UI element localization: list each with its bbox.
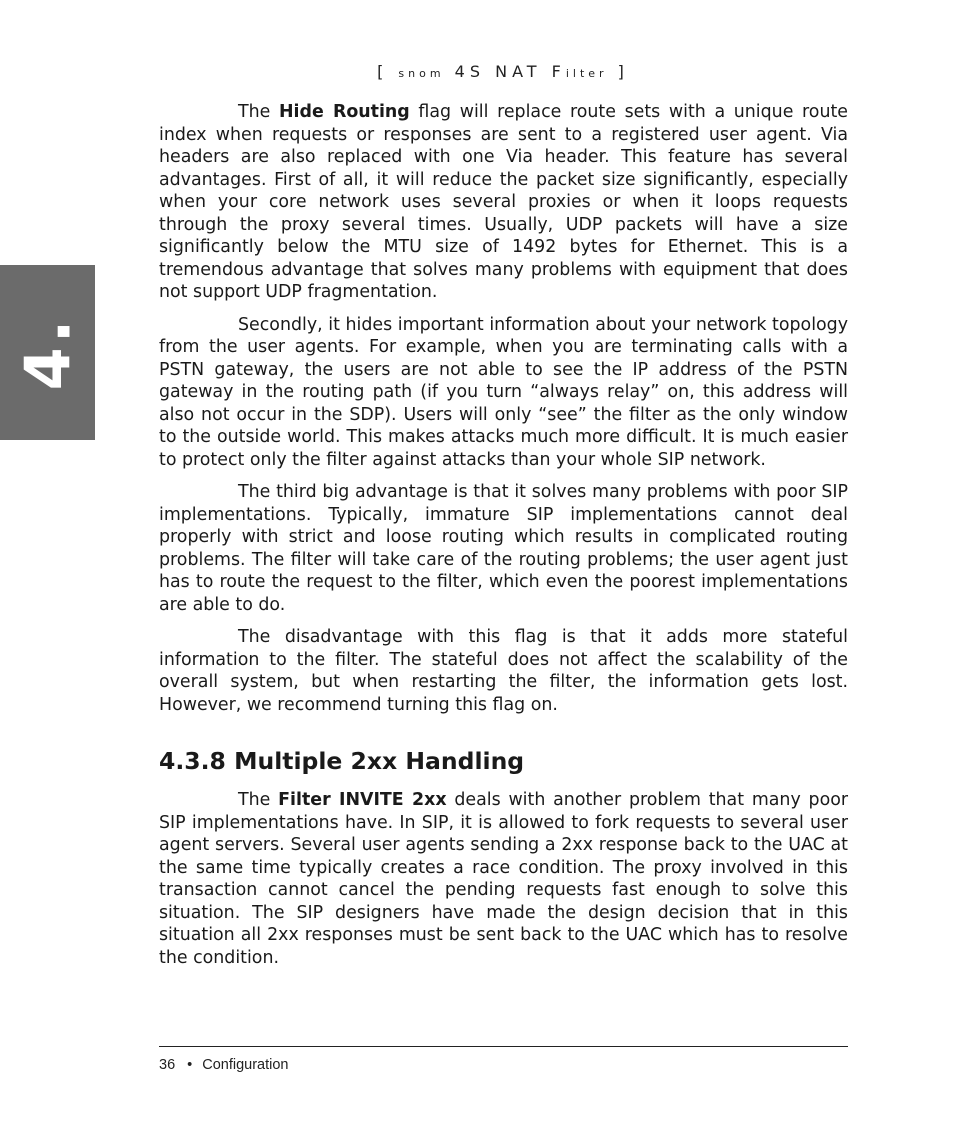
page-content (159, 101, 848, 979)
bold-term-hide-routing: Hide Routing (279, 102, 410, 122)
paragraph-topology: Secondly, it hides important information about your network topology from the user agents. For example, when you are terminating calls with a PSTN gateway, the users are not able to see the IP address of the PSTN gateway in the routing path (if you turn “always relay” on, this address will also not occur in the SDP). Users will only “see” the filter as the only window to the outside world. This makes attacks much more difficult. It is much easier to protect only the filter against attacks than your whole SIP network. (159, 314, 848, 470)
footer-bullet: • (187, 1057, 193, 1073)
paragraph-text: deals with another problem that many poor SIP implementations have. In SIP, it is allowed to fork requests to several user agent servers. Several user agents sending a 2xx response back to the UAC at the same time typically creates a race condition. The proxy involved in this transaction cannot cancel the pending requests fast enough to solve this situation. The SIP designers have made the design decision that in this situation all 2xx responses must be sent back to the UAC which has to resolve the condition. (159, 790, 849, 968)
header-product: 4S NAT (454, 62, 542, 81)
page-footer (159, 1057, 288, 1073)
header-open-bracket: [ (377, 62, 389, 81)
paragraph-text: flag will replace route sets with a unique route index when requests or responses are sent to a registered user agent. Via headers are also replaced with one Via header. This feature has several advantages. First of all, it will reduce the packet size significantly, especially when your core network uses several proxies or when it loops requests through the proxy several times. Usually, UDP packets will have a size significantly below the MTU size of 1492 bytes for Ethernet. This is a tremendous advantage that solves many problems with equipment that does not support UDP fragmentation. (159, 102, 848, 302)
paragraph-text: The (238, 790, 279, 810)
chapter-tab-label: 4. (11, 315, 84, 390)
page-number: 36 (159, 1057, 176, 1073)
running-header (0, 62, 954, 81)
footer-rule (159, 1046, 848, 1047)
footer-section-label: Configuration (202, 1057, 289, 1073)
header-filter-rest: ilter (565, 67, 608, 80)
section-heading: 4.3.8 Multiple 2xx Handling (159, 747, 525, 775)
paragraph-third-advantage: The third big advantage is that it solves many problems with poor SIP implementations. Typically, immature SIP implementations cannot deal properly with strict and loose routing which results in complicated routing problems. The filter will take care of the routing problems; the user agent just has to route the request to the filter, which even the poorest implementations are able to do. (159, 482, 848, 615)
header-brand: snom (398, 67, 445, 80)
bold-term-filter-invite: Filter INVITE 2xx (278, 790, 447, 810)
paragraph-hide-routing (159, 101, 848, 304)
header-filter-initial: F (551, 62, 566, 81)
paragraph-disadvantage: The disadvantage with this flag is that it adds more stateful information to the filter. The stateful does not affect the scalability of the overall system, but when restarting the filter, the information gets lost. However, we recommend turning this flag on. (159, 627, 848, 715)
chapter-tab (0, 265, 95, 440)
header-close-bracket: ] (617, 62, 629, 81)
paragraph-filter-invite (159, 789, 848, 969)
paragraph-text: The (238, 102, 279, 122)
